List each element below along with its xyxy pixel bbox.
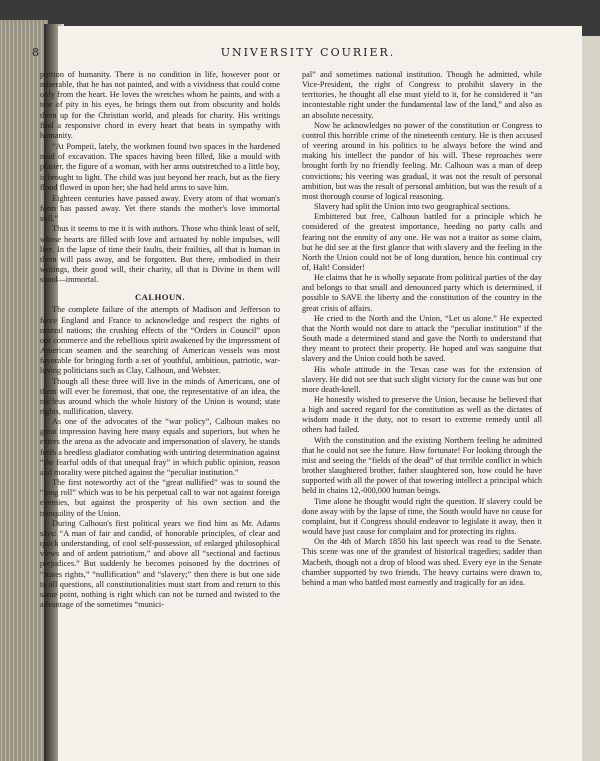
paragraph: The complete failure of the attempts of Madison and Jefferson to force England and France to acknowledge and respect the rights of neutral nations; the crushing effects of the “Orders in Council” upon our commerce and the rebellious spirit awakened by the impressment of American seamen and the searching of American vessels was most favorable for bringing forth a set of youthful, ambitious, patriotic, war-loving politicians such as Clay, Calhoun, and Webster. bbox=[40, 305, 280, 376]
paragraph: portion of humanity. There is no condition in life, however poor or miserable, that he has not painted, and with a vividness that could come only from the heart. He loves the wretches whom he paints, and with a tear of pity in his eyes, he brings them out from obscurity and holds them up for the Christian world, and pleads for charity. His writings find a responsive chord in every heart that beats in sympathy with humanity. bbox=[40, 70, 280, 140]
page-header bbox=[32, 46, 584, 62]
adjacent-page-edge bbox=[582, 36, 600, 761]
paragraph: He cried to the North and the Union, “Let us alone.” He expected that the North would not dare to attack the “peculiar institution” if the South made a determined stand and gave the North to understand that they meant to protect their property. He hoped and was sanguine that slavery and the Union could both be saved. bbox=[302, 313, 542, 364]
paragraph: As one of the advocates of the “war policy”, Calhoun makes no great impression having here many equals and superiors, but when he enters the arena as the advocate and impersonation of slavery, he stands forth a heedless gladiator combating with untiring determination against “the fearful odds of that unequal fray” in which public opinion, reason and morality were pitched against the “peculiar institution.” bbox=[40, 417, 280, 477]
running-title: UNIVERSITY COURIER. bbox=[220, 46, 396, 59]
paragraph: Thus it seems to me it is with authors. Those who think least of self, whose hearts are filled with love and actuated by noble impulses, will live. In the lapse of time their faults, their frailties, all that is human in them will pass away, and be forgotten. But there, embodied in their writings, their good will, their charity, all that is Divine in them will stand—immortal. bbox=[40, 224, 280, 285]
paragraph: Now he acknowledges no power of the constitution or Congress to control this horrible crime of the nineteenth century. He is then accused of veering around in his politics to be always before the wind and making his intellect the pandor of his will. These reproaches were brought forth by no friendly feeling. Mr. Calhoun was a man of deep convictions; his veering was gradual, it was not the result of personal ambition, but was the result of personal ambition, but was the result of a most thorough course of logical reasoning. bbox=[302, 120, 542, 201]
paragraph: Eighteen centuries have passed away. Every atom of that woman's form has passed away. Yet there stands the mother's love immortal still.” bbox=[40, 193, 280, 224]
paragraph: With the constitution and the existing Northern feeling he admitted that he could not see the future. How fortunate! For looking through the mist and seeing the “fields of the dead” of that terrible conflict in which brother slaughtered brother, father slaughtered son, how could he have supported with all the power of that towering intellect a principal which held in chains 12,-000,000 human beings. bbox=[302, 435, 542, 496]
paragraph: He honestly wished to preserve the Union, because he believed that a high and sacred regard for the constitution as well as the dictates of wisdom made it the duty, not to resort to extreme remedy until all others had failed. bbox=[302, 395, 542, 435]
paragraph: His whole attitude in the Texas case was for the extension of slavery. He did not see that such slight victory for the cause was but one more death-knell. bbox=[302, 364, 542, 394]
paragraph: During Calhoun's first political years we find him as Mr. Adams says: “A man of fair and candid, of honorable principles, of clear and quick understanding, of cool self-possession, of enlarged philosophical views and of ardent patriotism,” and above all “sectional and factious prejudices.” But suddenly he becomes poisoned by the doctrines of “states rights,” “nullification” and “slavery;” then there is but one side to all questions, all constitutionalities must start from and return to this same point, nothing is right which can not be turned and twisted to the advantage of the sometimes “munici- bbox=[40, 518, 280, 609]
paragraph: Though all these three will live in the minds of Americans, one of them will ever be foremost, that one, the representative of an idea, the nucleus around which the whole history of the Union is wound; state rights, nullification, slavery. bbox=[40, 376, 280, 416]
paragraph: pal” and sometimes national institution. Though he admitted, while Vice-President, the right of Congress to prohibit slavery in the territories, he thought all else must yield to it, for he considered it “an incontestable right under the fundamental law of the land,” and also as an absolute necessity. bbox=[302, 70, 542, 120]
left-column bbox=[40, 70, 280, 610]
paragraph: “At Pompeii, lately, the workmen found two spaces in the hardened mud of excavation. The spaces having been filled, like a mould with plaster, the figure of a woman, with her arms outstretched to a little boy, is brought to light. The child was just beyond her reach, but as the fiery flood flowed in upon her; she had held arms to save him. bbox=[40, 142, 280, 192]
paragraph: Time alone he thought would right the question. If slavery could be done away with by the lapse of time, the South would have no cause for complaint, but if Congress should endeavor to legislate it away, then it would have just cause for complaint and for protecting its rights. bbox=[302, 496, 542, 537]
page-number: 8 bbox=[32, 46, 39, 59]
paragraph: The first noteworthy act of the “great nullified” was to sound the “long roll” which was to be his perpetual call to war not against foreign enemies, but against the prosperity of his own section and the tranquility of the Union. bbox=[40, 478, 280, 518]
paragraph: Slavery had split the Union into two geographical sections. bbox=[314, 202, 511, 212]
paragraph: On the 4th of March 1850 his last speech was read to the Senate. This scene was one of the grandest of historical tragedies; sadder than Macbeth, though not a drop of blood was shed. Every eye in the Senate chamber supported by two friends. The heavy curtains were drawn to, behind a man who battled most earnestly and tragically for an idea. bbox=[302, 537, 542, 587]
paragraph: He claims that he is wholly separate from political parties of the day and belongs to that small and denounced party which is determined, if possible to SAVE the liberty and the constitution of the country in the great crisis of affairs. bbox=[302, 273, 542, 313]
section-heading: CALHOUN. bbox=[134, 292, 186, 303]
right-column bbox=[302, 70, 542, 588]
paragraph: Embittered but free, Calhoun battled for a principle which he considered of the greatest importance, heeding no party calls and fearing not the enmity of any one. He was not a traitor as some claim, but he did see at the first glance that with slavery and the feeling in the North the Union could not be of long duration, hence his continual cry of, Halt! Consider! bbox=[302, 212, 542, 272]
